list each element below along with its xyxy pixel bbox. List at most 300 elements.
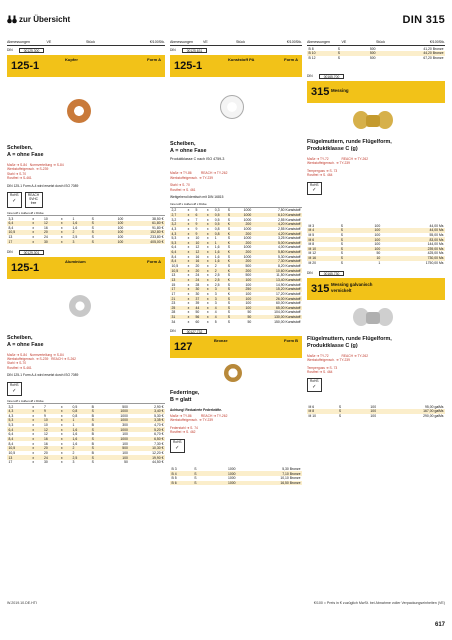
table-caption: Innen-Ø x Außen-Ø x Dicke bbox=[7, 212, 165, 217]
table-cell: 100 bbox=[374, 242, 381, 247]
table-cell: S bbox=[227, 208, 230, 213]
table-cell: 4,20 Kunststoff bbox=[277, 231, 301, 236]
table-cell: M 4 bbox=[308, 228, 315, 233]
table-cell: 2 bbox=[72, 230, 75, 235]
table-cell: 4,20 Kunststoff bbox=[277, 222, 301, 227]
table-cell: 24 bbox=[195, 273, 200, 278]
table-cell: 2,5 bbox=[214, 277, 220, 282]
table-cell: M 6 bbox=[308, 237, 315, 242]
product-code[interactable]: 00125.300 bbox=[19, 48, 45, 53]
table-cell: x bbox=[206, 259, 209, 264]
table-cell: 5,80 Kunststoff bbox=[277, 250, 301, 255]
checkmark-icon: ✓ bbox=[12, 197, 17, 204]
table-cell: x bbox=[206, 236, 209, 241]
table-cell: x bbox=[206, 319, 209, 324]
table-cell: M 10 bbox=[308, 246, 317, 251]
table-cell: 24 bbox=[195, 277, 200, 282]
table-cell: x bbox=[187, 254, 190, 259]
table-cell: S bbox=[340, 251, 343, 256]
table-cell: 100 bbox=[122, 441, 128, 446]
table-cell: 500 bbox=[369, 55, 376, 60]
table-cell: 65,00 Kunststoff bbox=[276, 305, 301, 310]
table-cell: 30 bbox=[44, 460, 48, 465]
table-cell: 100 bbox=[370, 413, 377, 418]
table-cell: 50 bbox=[376, 251, 381, 256]
table-cell: 3,3 bbox=[8, 216, 14, 221]
table-cell: 38,50 € bbox=[152, 216, 164, 221]
table-cell: 11,50 Kunststoff bbox=[276, 273, 301, 278]
table-cell: 1000 bbox=[120, 409, 128, 414]
table-cell: x bbox=[60, 460, 63, 465]
table-cell: 16 bbox=[44, 441, 48, 446]
table-cell: 21 bbox=[171, 296, 176, 301]
table-cell: 3 bbox=[214, 296, 217, 301]
table-cell: B 4 bbox=[171, 471, 177, 476]
table-cell: x bbox=[32, 432, 35, 437]
table-cell: 24 bbox=[44, 235, 48, 240]
table-cell: 30 bbox=[44, 239, 48, 244]
table-cell: 13,40 Kunststoff bbox=[276, 277, 301, 282]
back-to-overview-link[interactable] bbox=[7, 15, 70, 25]
table-cell: 2,7 bbox=[171, 212, 177, 217]
table-cell: 1000 bbox=[120, 437, 128, 442]
table-cell: 1,6 bbox=[72, 225, 78, 230]
table-cell: S bbox=[338, 413, 342, 418]
table-cell: 10,30 € bbox=[152, 446, 164, 451]
footer-code: W.2019.10.DE.HTI bbox=[7, 601, 37, 605]
table-cell: B 8 bbox=[308, 46, 314, 51]
table-cell: 100 bbox=[374, 237, 381, 242]
product-banner-brass-nickel: 315 Messing galvanisch vernickelt bbox=[307, 278, 445, 300]
rohs-badge: RoHS ✓ bbox=[170, 439, 185, 453]
table-cell: 56 bbox=[195, 315, 200, 320]
table-cell: 3 bbox=[72, 460, 75, 465]
table-caption: Innen-Ø x Außen-Ø x Dicke bbox=[7, 400, 165, 405]
table-cell: x bbox=[187, 273, 190, 278]
table-cell: S bbox=[194, 480, 197, 485]
table-cell: 100 bbox=[245, 305, 252, 310]
table-cell: 6,4 bbox=[8, 427, 14, 432]
table-cell: 10,5 bbox=[171, 268, 179, 273]
table-cell: 0,5 bbox=[214, 217, 220, 222]
table-cell: x bbox=[187, 305, 190, 310]
table-cell: x bbox=[32, 230, 35, 235]
table-cell: 7,30 € bbox=[154, 441, 164, 446]
column-2: Abmessungen VE Stück €/100Stk. DIN 00125.631 125-1 Kunststoff PA Form A Scheiben, A = ohne Fase Produktklasse C nach ISO 4759-3 Maße ➔ TY-86 REACH ➔ TY-262 Werkstoffeigensch. ➔ TY-239 Stahl ➔ S. 70 Rostfrei ➔ S. 461 Weitgehend identisch mit DIN 16815 Innen-Ø x Außen-Ø x Dicke 2,2 x 5 x 0,3 S 1000 7,50 Kunststoff 2,7 x 6 x 0,5 S 1000 6,10 Kunststoff 3,2 x 7 x 0,5 S 1000 2,55 Kunststoff 3,2 x 9 x 0,5 K 200 4,20 Kunststoff 4,3 x 9 x 0,8 S 1000 2,55 Kunststoff 4,3 x 9 x 0,8 K 200 4,20 Kunststoff 5,3 x 10 x 1 S 1000 3,25 Kunststoff 5,3 x 10 x 1 K 200 5,00 Kunststoff 6,4 x 12 x 1,6 S 1000 4,00 Kunststoff 6,4 x 12 x 1,6 K 200 5,80 Kunststoff 8,4 x 16 x 1,6 S 1000 5,30 Kunststoff 8,4 x 16 x 1,6 K 200 7,30 Kunststoff 10,5 x 20 x 2 S 500 8,20 Kunststoff 10,5 x 20 x 2 K 200 10,60 Kunststoff 13 x 24 x 2,5 S 500 11,50 Kunststoff 13 x 24 x 2,5 K 100 13,40 Kunststoff 15 x 28 x 2,5 S 100 14,90 Kunststoff 17 x 30 x 3 S 250 15,20 Kunststoff 17 x 30 x 3 K 100 17,20 Kunststoff 21 x 37 x 3 S 100 26,00 Kunststoff 23 x 39 x 3 S 100 60,00 Kunststoff 25 x 44 x 4 S 100 65,00 Kunststoff 28 x 50 x 4 S 50 104,00 Kunststoff 31 x 56 x 4 S 50 130,00 Kunststoff 34 x 60 x 5 S 50 150,00 Kunststoff DIN 00127.732 127 Bronze Form B Federringe, B = glatt Achtung! Reduzierte Federkräfte. Maße ➔ TY-86 REACH ➔ TY-262 Werkstoffeigensch. ➔ TY-239 Federstahl ➔ S. 74 Rostfrei ➔ S. 462 RoHS ✓ B 3 S 1000 5,30 Bronze B 4 S 1000 7,10 Bronze B 5 S 1000 10,10 Bronze B 6 S 1000 16,50 Bronze bbox=[170, 40, 302, 485]
table-cell: x bbox=[32, 216, 35, 221]
table-cell: 9 bbox=[44, 413, 46, 418]
column-header: Abmessungen VE Stück €/100Stk. bbox=[7, 40, 165, 46]
table-cell: x bbox=[187, 310, 190, 315]
table-cell: x bbox=[187, 226, 190, 231]
table-cell: 104,00 Kunststoff bbox=[274, 310, 301, 315]
table-cell: x bbox=[206, 277, 209, 282]
product-code[interactable]: 00127.732 bbox=[182, 329, 208, 334]
wing-nut-icon bbox=[353, 109, 393, 131]
table-cell: 17 bbox=[8, 460, 13, 465]
table-cell: 100 bbox=[374, 228, 381, 233]
table-cell: 3 bbox=[214, 301, 217, 306]
table-cell: S bbox=[227, 254, 230, 259]
product-heading: Flügelmuttern, runde Flügelform, Produktklasse C (g) bbox=[307, 336, 392, 349]
table-cell: 16 bbox=[195, 259, 200, 264]
table-cell: 9 bbox=[195, 226, 198, 231]
table-cell: 8,4 bbox=[171, 259, 177, 264]
table-cell: M 8 bbox=[308, 242, 315, 247]
table-cell: 7 bbox=[195, 217, 198, 222]
table-cell: 10 bbox=[195, 240, 200, 245]
table-cell: 4,00 Kunststoff bbox=[277, 245, 301, 250]
table-cell: 2,5 bbox=[72, 455, 78, 460]
table-cell: 100 bbox=[122, 455, 128, 460]
table-cell: 100 bbox=[374, 246, 381, 251]
table-cell: S bbox=[227, 305, 230, 310]
product-banner-bronze: 127 Bronze Form B bbox=[170, 336, 302, 358]
table-cell: 41,20 Bronze bbox=[423, 46, 444, 51]
table-cell: S bbox=[227, 282, 230, 287]
table-cell: 5,20 € bbox=[154, 427, 164, 432]
table-cell: 4,3 bbox=[8, 409, 14, 414]
product-code[interactable]: 00165.730 bbox=[319, 271, 345, 276]
table-cell: M 6 bbox=[308, 404, 315, 409]
table-cell: x bbox=[32, 225, 35, 230]
table-row bbox=[170, 319, 302, 324]
table-cell: 1 bbox=[72, 418, 75, 423]
table-cell: 7,30 Kunststoff bbox=[277, 259, 301, 264]
table-row bbox=[7, 239, 165, 244]
table-cell: 13 bbox=[171, 277, 176, 282]
wing-nut-icon bbox=[353, 306, 393, 328]
table-cell: x bbox=[60, 446, 63, 451]
table-cell: B bbox=[91, 441, 94, 446]
product-code-bar: DIN 00129.301 bbox=[7, 250, 165, 255]
table-row bbox=[7, 460, 165, 465]
table-cell: x bbox=[206, 282, 209, 287]
table-cell: 10,60 Kunststoff bbox=[276, 268, 301, 273]
table-cell: 37 bbox=[195, 296, 200, 301]
table-cell: 144,00 Ms bbox=[427, 242, 444, 247]
table-cell: 0,5 bbox=[72, 404, 78, 409]
table-cell: S bbox=[227, 301, 230, 306]
table-cell: x bbox=[187, 231, 190, 236]
table-cell: x bbox=[32, 404, 35, 409]
table-cell: 5,30 Kunststoff bbox=[277, 254, 301, 259]
table-cell: 4 bbox=[214, 310, 217, 315]
product-heading: Federringe, B = glatt bbox=[170, 390, 200, 403]
table-cell: x bbox=[206, 250, 209, 255]
table-cell: 60,00 Kunststoff bbox=[276, 301, 301, 306]
table-cell: 500 bbox=[369, 51, 376, 56]
table-cell: S bbox=[91, 460, 94, 465]
table-cell: x bbox=[187, 264, 190, 269]
product-code[interactable]: 00165.700 bbox=[319, 74, 345, 79]
table-cell: S bbox=[227, 273, 230, 278]
table-cell: 4 bbox=[214, 315, 217, 320]
table-cell: 5,30 Bronze bbox=[282, 466, 301, 471]
table-cell: x bbox=[206, 208, 209, 213]
table-cell: 1000 bbox=[227, 466, 236, 471]
table-cell: 9 bbox=[44, 409, 46, 414]
table-cell: 20 bbox=[44, 450, 48, 455]
table-cell: K bbox=[227, 259, 230, 264]
table-cell: 1000 bbox=[120, 427, 128, 432]
table-cell: x bbox=[60, 221, 63, 226]
table-cell: K bbox=[227, 291, 230, 296]
rohs-badge: RoHS ✓ bbox=[7, 192, 22, 208]
table-cell: x bbox=[32, 239, 35, 244]
checkmark-icon: ✓ bbox=[312, 187, 317, 194]
meta-links: Maße ➔ TY-72 REACH ➔ TY-262 Werkstoffeigensch. ➔ TY-239 Temperguss ➔ S. 73 Rostfrei ➔ S. 464 bbox=[307, 156, 369, 178]
table-cell: S bbox=[91, 409, 94, 414]
table-cell: 17 bbox=[8, 239, 13, 244]
table-cell: 16 bbox=[44, 437, 48, 442]
table-cell: 1000 bbox=[227, 480, 236, 485]
table-cell: 500 bbox=[122, 446, 128, 451]
table-cell: 100 bbox=[245, 301, 252, 306]
back-label: zur Übersicht bbox=[19, 15, 71, 24]
column-1 bbox=[7, 40, 165, 465]
table-cell: x bbox=[187, 291, 190, 296]
table-cell: x bbox=[60, 239, 63, 244]
table-cell: S bbox=[194, 466, 197, 471]
table-cell: M 8 bbox=[308, 409, 315, 414]
table-row bbox=[307, 414, 445, 419]
table-cell: x bbox=[206, 226, 209, 231]
table-cell: 2 bbox=[214, 264, 217, 269]
table-cell: 0,8 bbox=[214, 231, 220, 236]
table-cell: 239,00 Ms bbox=[427, 246, 444, 251]
table-cell: 10,5 bbox=[8, 446, 16, 451]
table-cell: 6,4 bbox=[8, 221, 14, 226]
table-cell: S bbox=[340, 223, 343, 228]
checkmark-icon: ✓ bbox=[12, 387, 17, 394]
table-cell: 8,4 bbox=[8, 441, 14, 446]
table-cell: 1000 bbox=[227, 471, 236, 476]
table-cell: S bbox=[91, 239, 94, 244]
table-cell: 1000 bbox=[227, 476, 236, 481]
table-cell: x bbox=[187, 319, 190, 324]
table-cell: 3,35 € bbox=[154, 418, 164, 423]
table-cell: 13 bbox=[171, 273, 176, 278]
table-cell: 60 bbox=[195, 319, 200, 324]
rohs-badge: RoHS ✓ bbox=[307, 182, 322, 196]
table-cell: 200 bbox=[245, 222, 252, 227]
table-cell: 500 bbox=[245, 273, 252, 278]
table-cell: 13 bbox=[8, 455, 13, 460]
table-cell: x bbox=[206, 222, 209, 227]
table-cell: 250 bbox=[245, 287, 252, 292]
product-image-wing-nut bbox=[307, 103, 445, 137]
table-cell: 55,00 Ms bbox=[429, 232, 444, 237]
table-cell: 1000 bbox=[120, 413, 128, 418]
table-cell: 5,3 bbox=[171, 236, 177, 241]
table-cell: 7,10 Bronze bbox=[282, 471, 301, 476]
table-cell: 6,50 € bbox=[154, 437, 164, 442]
table-cell: M 10 bbox=[308, 413, 317, 418]
table-cell: 20 bbox=[44, 446, 48, 451]
table-cell: 1 bbox=[214, 240, 217, 245]
table-cell: 23 bbox=[171, 301, 176, 306]
table-cell: 290,00 galMs bbox=[423, 413, 444, 418]
table-cell: 100 bbox=[122, 450, 128, 455]
table-cell: 16 bbox=[44, 225, 48, 230]
table-cell: B 3 bbox=[171, 466, 177, 471]
table-cell: 3,25 Kunststoff bbox=[277, 236, 301, 241]
table-cell: 2,55 Kunststoff bbox=[277, 226, 301, 231]
checkmark-icon: ✓ bbox=[312, 384, 317, 391]
product-class: Produktklasse C nach ISO 4759-3 bbox=[170, 156, 225, 161]
table-cell: 10 bbox=[44, 216, 48, 221]
table-cell: S bbox=[340, 256, 343, 261]
table-cell: 100 bbox=[374, 223, 381, 228]
table-cell: S bbox=[227, 310, 230, 315]
table-cell: S bbox=[340, 260, 343, 265]
table-cell: 0,5 bbox=[214, 222, 220, 227]
table-cell: 200 bbox=[245, 259, 252, 264]
product-image-wing-nut-nickel bbox=[307, 300, 445, 334]
din-number: 125-1 bbox=[11, 59, 40, 72]
table-cell: x bbox=[206, 212, 209, 217]
table-row bbox=[170, 481, 302, 486]
table-cell: S bbox=[337, 46, 341, 51]
table-cell: x bbox=[187, 268, 190, 273]
table-cell: x bbox=[187, 240, 190, 245]
table-cell: K bbox=[227, 268, 230, 273]
table-cell: 1,6 bbox=[214, 250, 220, 255]
form: Form A bbox=[147, 57, 161, 63]
table-cell: S bbox=[91, 230, 94, 235]
table-cell: 2 bbox=[214, 268, 217, 273]
table-cell: 5,30 € bbox=[154, 413, 164, 418]
table-cell: 500 bbox=[369, 46, 376, 51]
table-cell: x bbox=[187, 245, 190, 250]
compliance-badges bbox=[7, 192, 165, 208]
table-cell: x bbox=[206, 231, 209, 236]
table-cell: 2,55 Kunststoff bbox=[277, 217, 301, 222]
table-cell: 1000 bbox=[243, 217, 252, 222]
table-cell: 3 bbox=[214, 291, 217, 296]
table-cell: 12 bbox=[44, 427, 48, 432]
table-cell: 2,90 € bbox=[154, 404, 164, 409]
table-cell: 3,2 bbox=[171, 217, 177, 222]
table-cell: x bbox=[187, 222, 190, 227]
table-cell: S bbox=[340, 228, 343, 233]
table-cell: 20 bbox=[44, 230, 48, 235]
product-code[interactable]: 00129.301 bbox=[19, 250, 45, 255]
meta-links: Maße ➔ S-84 Normvertellung ➔ S-84 Werkstoffeigensch. ➔ S-239 REACH ➔ S-262 Stahl ➔ S-70 Rostfrei ➔ S-461 DIN 125-1 Form A-4 wird ersetzt durch ISO 7089 bbox=[7, 352, 79, 378]
table-cell: x bbox=[32, 460, 35, 465]
table-cell: 44,50 € bbox=[152, 460, 164, 465]
table-cell: S bbox=[227, 236, 230, 241]
table-cell: B bbox=[91, 404, 94, 409]
reach-badge: REACH SVHC free bbox=[25, 192, 43, 208]
table-cell: 16 bbox=[195, 254, 200, 259]
table-cell: 16,50 Bronze bbox=[280, 480, 301, 485]
table-cell: S bbox=[227, 245, 230, 250]
table-cell: S bbox=[340, 246, 343, 251]
table-cell: 31 bbox=[171, 315, 176, 320]
table-cell: x bbox=[187, 315, 190, 320]
table-cell: S bbox=[91, 225, 94, 230]
table-cell: B 6 bbox=[171, 480, 177, 485]
table-cell: 200 bbox=[245, 268, 252, 273]
table-cell: 100 bbox=[122, 432, 128, 437]
table-cell: S bbox=[227, 226, 230, 231]
product-banner-copper bbox=[7, 55, 165, 77]
table-cell: x bbox=[187, 250, 190, 255]
product-image-copper-washer bbox=[7, 77, 165, 143]
table-cell: 100 bbox=[117, 235, 124, 240]
table-cell: 8,20 Kunststoff bbox=[277, 264, 301, 269]
table-cell: B bbox=[91, 450, 94, 455]
table-cell: 2,5 bbox=[214, 273, 220, 278]
table-cell: 100 bbox=[117, 216, 124, 221]
size-table-bronze-cont bbox=[307, 46, 445, 60]
table-cell: 100 bbox=[117, 239, 124, 244]
table-cell: 100 bbox=[245, 291, 252, 296]
table-cell: 5,3 bbox=[8, 418, 14, 423]
table-cell: 500 bbox=[122, 404, 128, 409]
table-cell: 5,3 bbox=[171, 240, 177, 245]
meta-links: Maße ➔ TY-72 REACH ➔ TY-262 Werkstoffeigensch. ➔ TY-239 Temperguss ➔ S. 73 Rostfrei ➔ S. 464 bbox=[307, 353, 369, 374]
table-cell: x bbox=[187, 208, 190, 213]
table-cell: B 5 bbox=[171, 476, 177, 481]
table-cell: x bbox=[32, 235, 35, 240]
checkmark-icon: ✓ bbox=[175, 444, 180, 451]
table-cell: 50 bbox=[247, 319, 252, 324]
table-cell: 1 bbox=[72, 216, 75, 221]
table-cell: 4 bbox=[214, 305, 217, 310]
table-cell: 3,40 € bbox=[154, 409, 164, 414]
table-cell: 200 bbox=[245, 240, 252, 245]
table-cell: 12 bbox=[195, 250, 200, 255]
table-cell: 50 bbox=[247, 310, 252, 315]
table-cell: x bbox=[187, 212, 190, 217]
table-cell: 1 bbox=[214, 236, 217, 241]
product-image-spring-washer bbox=[170, 358, 302, 388]
page-header bbox=[7, 14, 445, 28]
table-cell: x bbox=[206, 296, 209, 301]
table-cell: B 10 bbox=[308, 51, 316, 56]
table-cell: 152,80 € bbox=[150, 230, 164, 235]
product-heading: Scheiben, A = ohne Fase bbox=[170, 141, 207, 155]
table-cell: 100 bbox=[245, 282, 252, 287]
size-table-brass-nickel bbox=[307, 404, 445, 418]
table-cell: x bbox=[60, 450, 63, 455]
table-cell: 1 bbox=[378, 260, 381, 265]
table-cell: x bbox=[60, 404, 63, 409]
table-cell: 12 bbox=[44, 221, 48, 226]
table-cell: x bbox=[206, 264, 209, 269]
table-cell: 7 bbox=[44, 404, 46, 409]
table-cell: x bbox=[60, 455, 63, 460]
table-cell: x bbox=[187, 296, 190, 301]
footer-note: €/100 = Preis in € zuzüglich MwSt. bei Abnahme voller Verpackungseinheiten (VE) bbox=[313, 601, 445, 605]
table-cell: 50 bbox=[124, 460, 128, 465]
table-cell: 44,00 Ms bbox=[429, 223, 444, 228]
table-cell: 5,3 bbox=[8, 423, 14, 428]
product-code[interactable]: 00125.631 bbox=[182, 48, 208, 53]
table-cell: x bbox=[32, 413, 35, 418]
table-cell: 83,00 Ms bbox=[429, 237, 444, 242]
page-number: 617 bbox=[434, 622, 445, 628]
product-banner-aluminium: 125-1 Aluminium Form A bbox=[7, 257, 165, 279]
table-cell: 200 bbox=[245, 231, 252, 236]
table-cell: 100 bbox=[117, 221, 124, 226]
table-cell: x bbox=[206, 268, 209, 273]
table-cell: S bbox=[91, 216, 94, 221]
page-title: DIN 315 bbox=[402, 14, 445, 26]
